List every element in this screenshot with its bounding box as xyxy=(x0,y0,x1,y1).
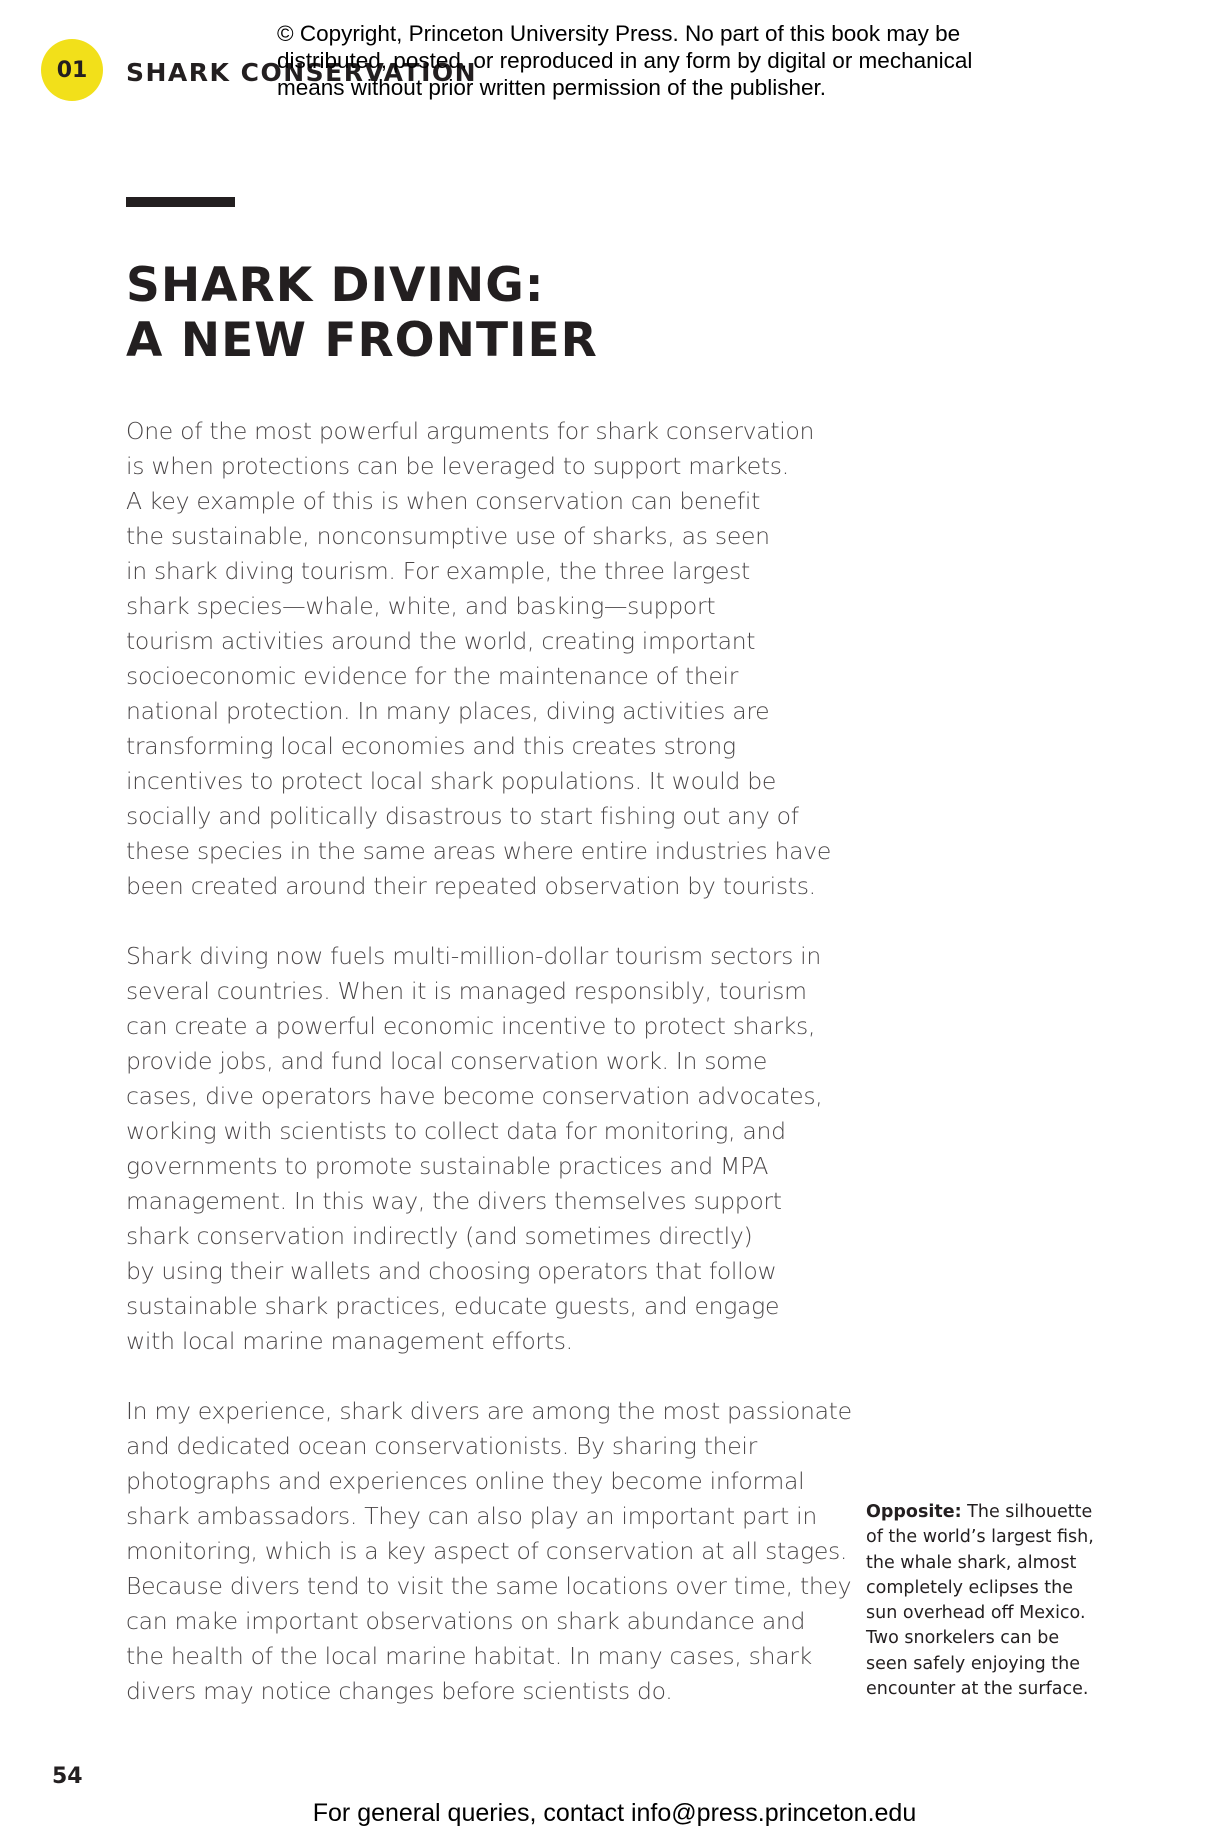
article-body xyxy=(126,414,852,1744)
body-line: sustainable shark practices, educate guests, and engage xyxy=(126,1292,780,1320)
body-line: shark species—whale, white, and basking—support xyxy=(126,592,716,620)
body-line: the health of the local marine habitat. In many cases, shark xyxy=(126,1642,812,1670)
body-line: cases, dive operators have become conservation advocates, xyxy=(126,1082,823,1110)
body-line: management. In this way, the divers themselves support xyxy=(126,1187,782,1215)
body-line: in shark diving tourism. For example, the three largest xyxy=(126,557,750,585)
caption-line: Two snorkelers can be xyxy=(866,1628,1060,1649)
body-paragraph xyxy=(126,939,846,1359)
caption-line: sun overhead off Mexico. xyxy=(866,1603,1086,1624)
body-line: shark ambassadors. They can also play an important part in xyxy=(126,1502,817,1530)
article-title-line: A NEW FRONTIER xyxy=(126,313,598,368)
body-line: socioeconomic evidence for the maintenance of their xyxy=(126,662,739,690)
footer-contact: For general queries, contact info@press.princeton.edu xyxy=(312,1799,917,1827)
body-line: socially and politically disastrous to start fishing out any of xyxy=(126,802,799,830)
body-line: these species in the same areas where entire industries have xyxy=(126,837,832,865)
caption-line: of the world’s largest fish, xyxy=(866,1527,1094,1548)
title-rule-divider xyxy=(126,197,235,207)
body-line: Shark diving now fuels multi-million-dollar tourism sectors in xyxy=(126,942,822,970)
chapter-title: SHARK CONSERVATION xyxy=(126,58,478,87)
body-line: photographs and experiences online they become informal xyxy=(126,1467,805,1495)
body-line: working with scientists to collect data for monitoring, and xyxy=(126,1117,786,1145)
body-line: and dedicated ocean conservationists. By sharing their xyxy=(126,1432,757,1460)
copyright-notice xyxy=(277,20,1037,101)
article-title-line: SHARK DIVING: xyxy=(126,258,545,313)
body-line: by using their wallets and choosing operators that follow xyxy=(126,1257,777,1285)
body-line: Because divers tend to visit the same locations over time, they xyxy=(126,1572,852,1600)
copyright-line: distributed, posted, or reproduced in any form by digital or mechanical xyxy=(277,48,973,73)
body-paragraph xyxy=(126,414,846,904)
body-line: can create a powerful economic incentive to protect sharks, xyxy=(126,1012,816,1040)
body-line: One of the most powerful arguments for shark conservation xyxy=(126,417,815,445)
body-line: several countries. When it is managed responsibly, tourism xyxy=(126,977,807,1005)
caption-first-line xyxy=(866,1500,1116,1525)
chapter-number-badge: 01 xyxy=(41,39,103,101)
body-line: tourism activities around the world, creating important xyxy=(126,627,756,655)
body-line: is when protections can be leveraged to support markets. xyxy=(126,452,789,480)
photo-caption xyxy=(866,1500,1116,1702)
caption-line: encounter at the surface. xyxy=(866,1679,1089,1700)
caption-line: completely eclipses the xyxy=(866,1577,1074,1598)
body-line: with local marine management efforts. xyxy=(126,1327,573,1355)
caption-lead-rest: The silhouette xyxy=(961,1502,1093,1522)
caption-line: seen safely enjoying the xyxy=(866,1653,1080,1674)
body-line: provide jobs, and fund local conservation work. In some xyxy=(126,1047,768,1075)
page-number: 54 xyxy=(52,1764,83,1789)
copyright-line: © Copyright, Princeton University Press. No part of this book may be xyxy=(277,21,961,46)
body-line: monitoring, which is a key aspect of conservation at all stages. xyxy=(126,1537,848,1565)
body-line: incentives to protect local shark populations. It would be xyxy=(126,767,777,795)
body-line: A key example of this is when conservation can benefit xyxy=(126,487,760,515)
body-paragraph xyxy=(126,1394,852,1709)
caption-lead: Opposite: xyxy=(866,1502,962,1522)
body-line: the sustainable, nonconsumptive use of sharks, as seen xyxy=(126,522,770,550)
body-line: governments to promote sustainable practices and MPA xyxy=(126,1152,769,1180)
body-line: divers may notice changes before scientists do. xyxy=(126,1677,673,1705)
article-title xyxy=(126,258,598,368)
copyright-line: means without prior written permission of the publisher. xyxy=(277,75,827,100)
body-line: national protection. In many places, diving activities are xyxy=(126,697,770,725)
caption-line: the whale shark, almost xyxy=(866,1552,1077,1573)
body-line: shark conservation indirectly (and sometimes directly) xyxy=(126,1222,753,1250)
body-line: been created around their repeated observation by tourists. xyxy=(126,872,816,900)
body-line: transforming local economies and this creates strong xyxy=(126,732,736,760)
body-line: In my experience, shark divers are among the most passionate xyxy=(126,1397,852,1425)
body-line: can make important observations on shark abundance and xyxy=(126,1607,806,1635)
